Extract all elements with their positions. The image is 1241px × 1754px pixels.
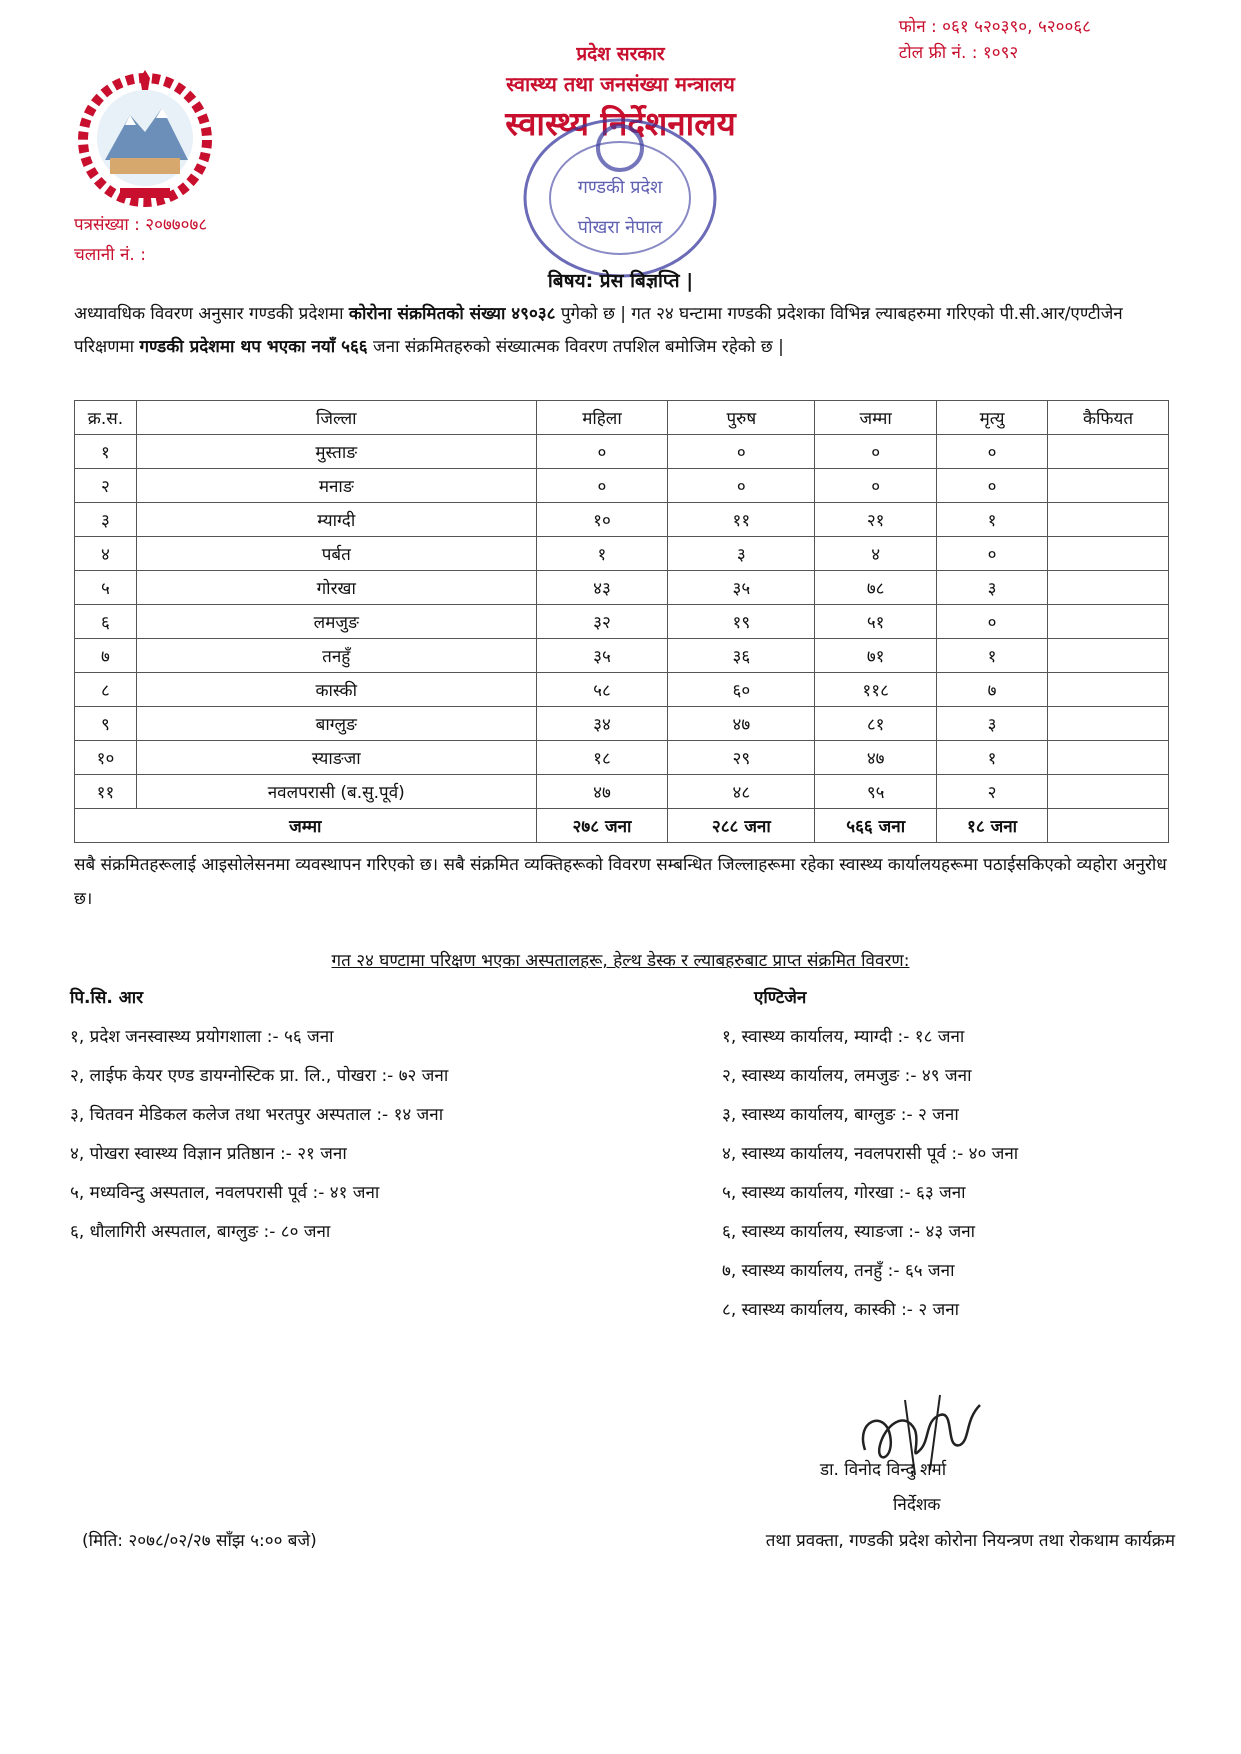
intro-text-3: जना संक्रमितहरुको संख्यात्मक विवरण तपशिल बमोजिम रहेको छ |	[367, 337, 784, 357]
list-item: ३, चितवन मेडिकल कलेज तथा भरतपुर अस्पताल :- १४ जना	[70, 1105, 444, 1125]
cell-sn: २	[75, 469, 137, 503]
intro-text-2: पुगेको छ | गत २४ घन्टामा गण्डकी प्रदेशका विभिन्न ल्याबहरुमा गरिएको पी.सी.आर/एण्टीजेन परिक्षणमा	[74, 304, 1123, 357]
col-header-district: जिल्ला	[136, 401, 536, 435]
table-row	[75, 571, 1169, 605]
cell-total: ७८	[815, 571, 937, 605]
cell-male: ०	[668, 435, 815, 469]
total-female: २७८ जना	[536, 809, 668, 843]
intro-text-1: अध्यावधिक विवरण अनुसार गण्डकी प्रदेशमा	[74, 304, 349, 324]
cell-sn: ४	[75, 537, 137, 571]
col-header-sn: क्र.स.	[75, 401, 137, 435]
toll-free-number: टोल फ्री नं. : १०९२	[898, 43, 1019, 63]
cell-deaths: ३	[937, 571, 1048, 605]
table-total-row	[75, 809, 1169, 843]
list-item: ५, स्वास्थ्य कार्यालय, गोरखा :- ६३ जना	[722, 1183, 966, 1203]
table-row	[75, 435, 1169, 469]
cell-total: ४	[815, 537, 937, 571]
district-cases-table	[74, 400, 1169, 843]
cell-deaths: १	[937, 741, 1048, 775]
cell-male: १९	[668, 605, 815, 639]
cell-district: गोरखा	[136, 571, 536, 605]
total-male: २८८ जना	[668, 809, 815, 843]
list-item: ५, मध्यविन्दु अस्पताल, नवलपरासी पूर्व :- ४१ जना	[70, 1183, 380, 1203]
cell-deaths: ७	[937, 673, 1048, 707]
list-item: २, लाईफ केयर एण्ड डायग्नोस्टिक प्रा. लि., पोखरा :- ७२ जना	[70, 1066, 449, 1086]
signatory-role-detail: तथा प्रवक्ता, गण्डकी प्रदेश कोरोना नियन्त्रण तथा रोकथाम कार्यक्रम	[765, 1531, 1175, 1551]
list-item: ८, स्वास्थ्य कार्यालय, कास्की :- २ जना	[722, 1300, 960, 1320]
phone-number: फोन : ०६१ ५२०३९०, ५२००६८	[898, 17, 1091, 37]
cell-district: मनाङ	[136, 469, 536, 503]
cell-sn: १	[75, 435, 137, 469]
intro-bold-1: कोरोना संक्रमितको संख्या ४९०३८	[348, 304, 556, 324]
col-header-remarks: कैफियत	[1048, 401, 1169, 435]
header-province-government: प्रदेश सरकार	[576, 43, 665, 65]
cell-district: नवलपरासी (ब.सु.पूर्व)	[136, 775, 536, 809]
labs-heading-text: गत २४ घण्टामा परिक्षण भएका अस्पतालहरू, हेल्थ डेस्क र ल्याबहरुबाट प्राप्त संक्रमित विवरण:	[331, 951, 910, 971]
cell-remarks	[1048, 775, 1169, 809]
cell-female: १	[536, 537, 668, 571]
cell-district: लमजुङ	[136, 605, 536, 639]
cell-total: २१	[815, 503, 937, 537]
cell-male: ३	[668, 537, 815, 571]
header-ministry: स्वास्थ्य तथा जनसंख्या मन्त्रालय	[506, 72, 735, 96]
table-row	[75, 605, 1169, 639]
cell-sn: ७	[75, 639, 137, 673]
table-row	[75, 775, 1169, 809]
cell-male: ०	[668, 469, 815, 503]
cell-district: तनहुँ	[136, 639, 536, 673]
cell-remarks	[1048, 605, 1169, 639]
cell-female: ५८	[536, 673, 668, 707]
labs-heading	[0, 948, 1241, 971]
cell-deaths: १	[937, 639, 1048, 673]
cell-district: पर्बत	[136, 537, 536, 571]
cell-district: बाग्लुङ	[136, 707, 536, 741]
table-row	[75, 673, 1169, 707]
table-row	[75, 503, 1169, 537]
stamp-text-city: पोखरा नेपाल	[577, 217, 663, 238]
table-row	[75, 707, 1169, 741]
cell-total: ८१	[815, 707, 937, 741]
cell-deaths: ३	[937, 707, 1048, 741]
cell-remarks	[1048, 639, 1169, 673]
list-item: ७, स्वास्थ्य कार्यालय, तनहुँ :- ६५ जना	[722, 1261, 955, 1281]
cell-remarks	[1048, 435, 1169, 469]
cell-female: ३२	[536, 605, 668, 639]
pcr-list	[70, 1018, 448, 1252]
cell-male: ४८	[668, 775, 815, 809]
table-row	[75, 639, 1169, 673]
cell-sn: ११	[75, 775, 137, 809]
intro-bold-2: गण्डकी प्रदेशमा थप भएका नयाँ ५६६	[139, 337, 368, 357]
pcr-title: पि.सि. आर	[70, 988, 144, 1008]
cell-remarks	[1048, 571, 1169, 605]
list-item: ४, स्वास्थ्य कार्यालय, नवलपरासी पूर्व :- ४० जना	[722, 1144, 1019, 1164]
dispatch-number: चलानी नं. :	[74, 245, 146, 265]
cell-female: १०	[536, 503, 668, 537]
cell-female: ३५	[536, 639, 668, 673]
table-row	[75, 469, 1169, 503]
cell-remarks	[1048, 503, 1169, 537]
office-stamp	[520, 108, 720, 288]
cell-total: ११८	[815, 673, 937, 707]
signatory-name: डा. विनोद विन्दु शर्मा	[820, 1460, 947, 1480]
issue-date: (मिति: २०७८/०२/२७ साँझ ५:०० बजे)	[82, 1531, 317, 1551]
cell-deaths: ०	[937, 605, 1048, 639]
cell-deaths: १	[937, 503, 1048, 537]
letter-reference	[74, 210, 207, 270]
cell-district: कास्की	[136, 673, 536, 707]
cell-total: ०	[815, 435, 937, 469]
total-remarks	[1048, 809, 1169, 843]
table-row	[75, 741, 1169, 775]
intro-paragraph	[74, 298, 1174, 364]
table-header-row	[75, 401, 1169, 435]
cell-sn: ३	[75, 503, 137, 537]
list-item: १, स्वास्थ्य कार्यालय, म्याग्दी :- १८ जना	[722, 1027, 965, 1047]
cell-deaths: २	[937, 775, 1048, 809]
list-item: ६, स्वास्थ्य कार्यालय, स्याङजा :- ४३ जना	[722, 1222, 976, 1242]
col-header-male: पुरुष	[668, 401, 815, 435]
list-item: ३, स्वास्थ्य कार्यालय, बाग्लुङ :- २ जना	[722, 1105, 959, 1125]
cell-total: ०	[815, 469, 937, 503]
cell-male: ३६	[668, 639, 815, 673]
isolation-note: सबै संक्रमितहरूलाई आइसोलेसनमा व्यवस्थापन गरिएको छ। सबै संक्रमित व्यक्तिहरूको विवरण सम्बन्धित जिल्लाहरूमा रहेका स्वास्थ्य कार्यालयहरूमा पठाईसकिएको व्यहोरा अनुरोध छ।	[74, 855, 1167, 909]
cell-remarks	[1048, 707, 1169, 741]
subject-line: बिषय: प्रेस बिज्ञप्ति |	[547, 270, 694, 292]
cell-male: ३५	[668, 571, 815, 605]
cell-sn: ५	[75, 571, 137, 605]
cell-sn: ९	[75, 707, 137, 741]
col-header-total: जम्मा	[815, 401, 937, 435]
cell-total: ४७	[815, 741, 937, 775]
header-directorate: स्वास्थ्य निर्देशनालय	[505, 104, 736, 143]
antigen-list	[722, 1018, 1018, 1330]
cell-female: ४७	[536, 775, 668, 809]
signatory-role: निर्देशक	[893, 1495, 941, 1515]
col-header-deaths: मृत्यु	[937, 401, 1048, 435]
total-cases: ५६६ जना	[815, 809, 937, 843]
total-deaths: १८ जना	[937, 809, 1048, 843]
cell-male: ६०	[668, 673, 815, 707]
cell-female: १८	[536, 741, 668, 775]
cell-district: स्याङजा	[136, 741, 536, 775]
stamp-text-province: गण्डकी प्रदेश	[577, 177, 663, 198]
cell-district: मुस्ताङ	[136, 435, 536, 469]
cell-total: ५१	[815, 605, 937, 639]
cell-total: ७१	[815, 639, 937, 673]
cell-male: २९	[668, 741, 815, 775]
cell-deaths: ०	[937, 435, 1048, 469]
cell-female: ०	[536, 469, 668, 503]
cell-female: ४३	[536, 571, 668, 605]
list-item: ६, धौलागिरी अस्पताल, बाग्लुङ :- ८० जना	[70, 1222, 331, 1242]
col-header-female: महिला	[536, 401, 668, 435]
cell-deaths: ०	[937, 537, 1048, 571]
total-label: जम्मा	[75, 809, 537, 843]
cell-remarks	[1048, 537, 1169, 571]
cell-female: ३४	[536, 707, 668, 741]
cell-deaths: ०	[937, 469, 1048, 503]
cell-district: म्याग्दी	[136, 503, 536, 537]
cell-sn: १०	[75, 741, 137, 775]
cell-remarks	[1048, 673, 1169, 707]
list-item: ४, पोखरा स्वास्थ्य विज्ञान प्रतिष्ठान :- २१ जना	[70, 1144, 347, 1164]
cell-total: ९५	[815, 775, 937, 809]
list-item: २, स्वास्थ्य कार्यालय, लमजुङ :- ४९ जना	[722, 1066, 972, 1086]
antigen-title: एण्टिजेन	[754, 988, 807, 1008]
cell-remarks	[1048, 741, 1169, 775]
cell-sn: ६	[75, 605, 137, 639]
cell-male: ४७	[668, 707, 815, 741]
cell-male: ११	[668, 503, 815, 537]
cell-female: ०	[536, 435, 668, 469]
table-row	[75, 537, 1169, 571]
cell-sn: ८	[75, 673, 137, 707]
letter-number: पत्रसंख्या : २०७७०७८	[74, 215, 208, 235]
list-item: १, प्रदेश जनस्वास्थ्य प्रयोगशाला :- ५६ जना	[70, 1027, 334, 1047]
cell-remarks	[1048, 469, 1169, 503]
